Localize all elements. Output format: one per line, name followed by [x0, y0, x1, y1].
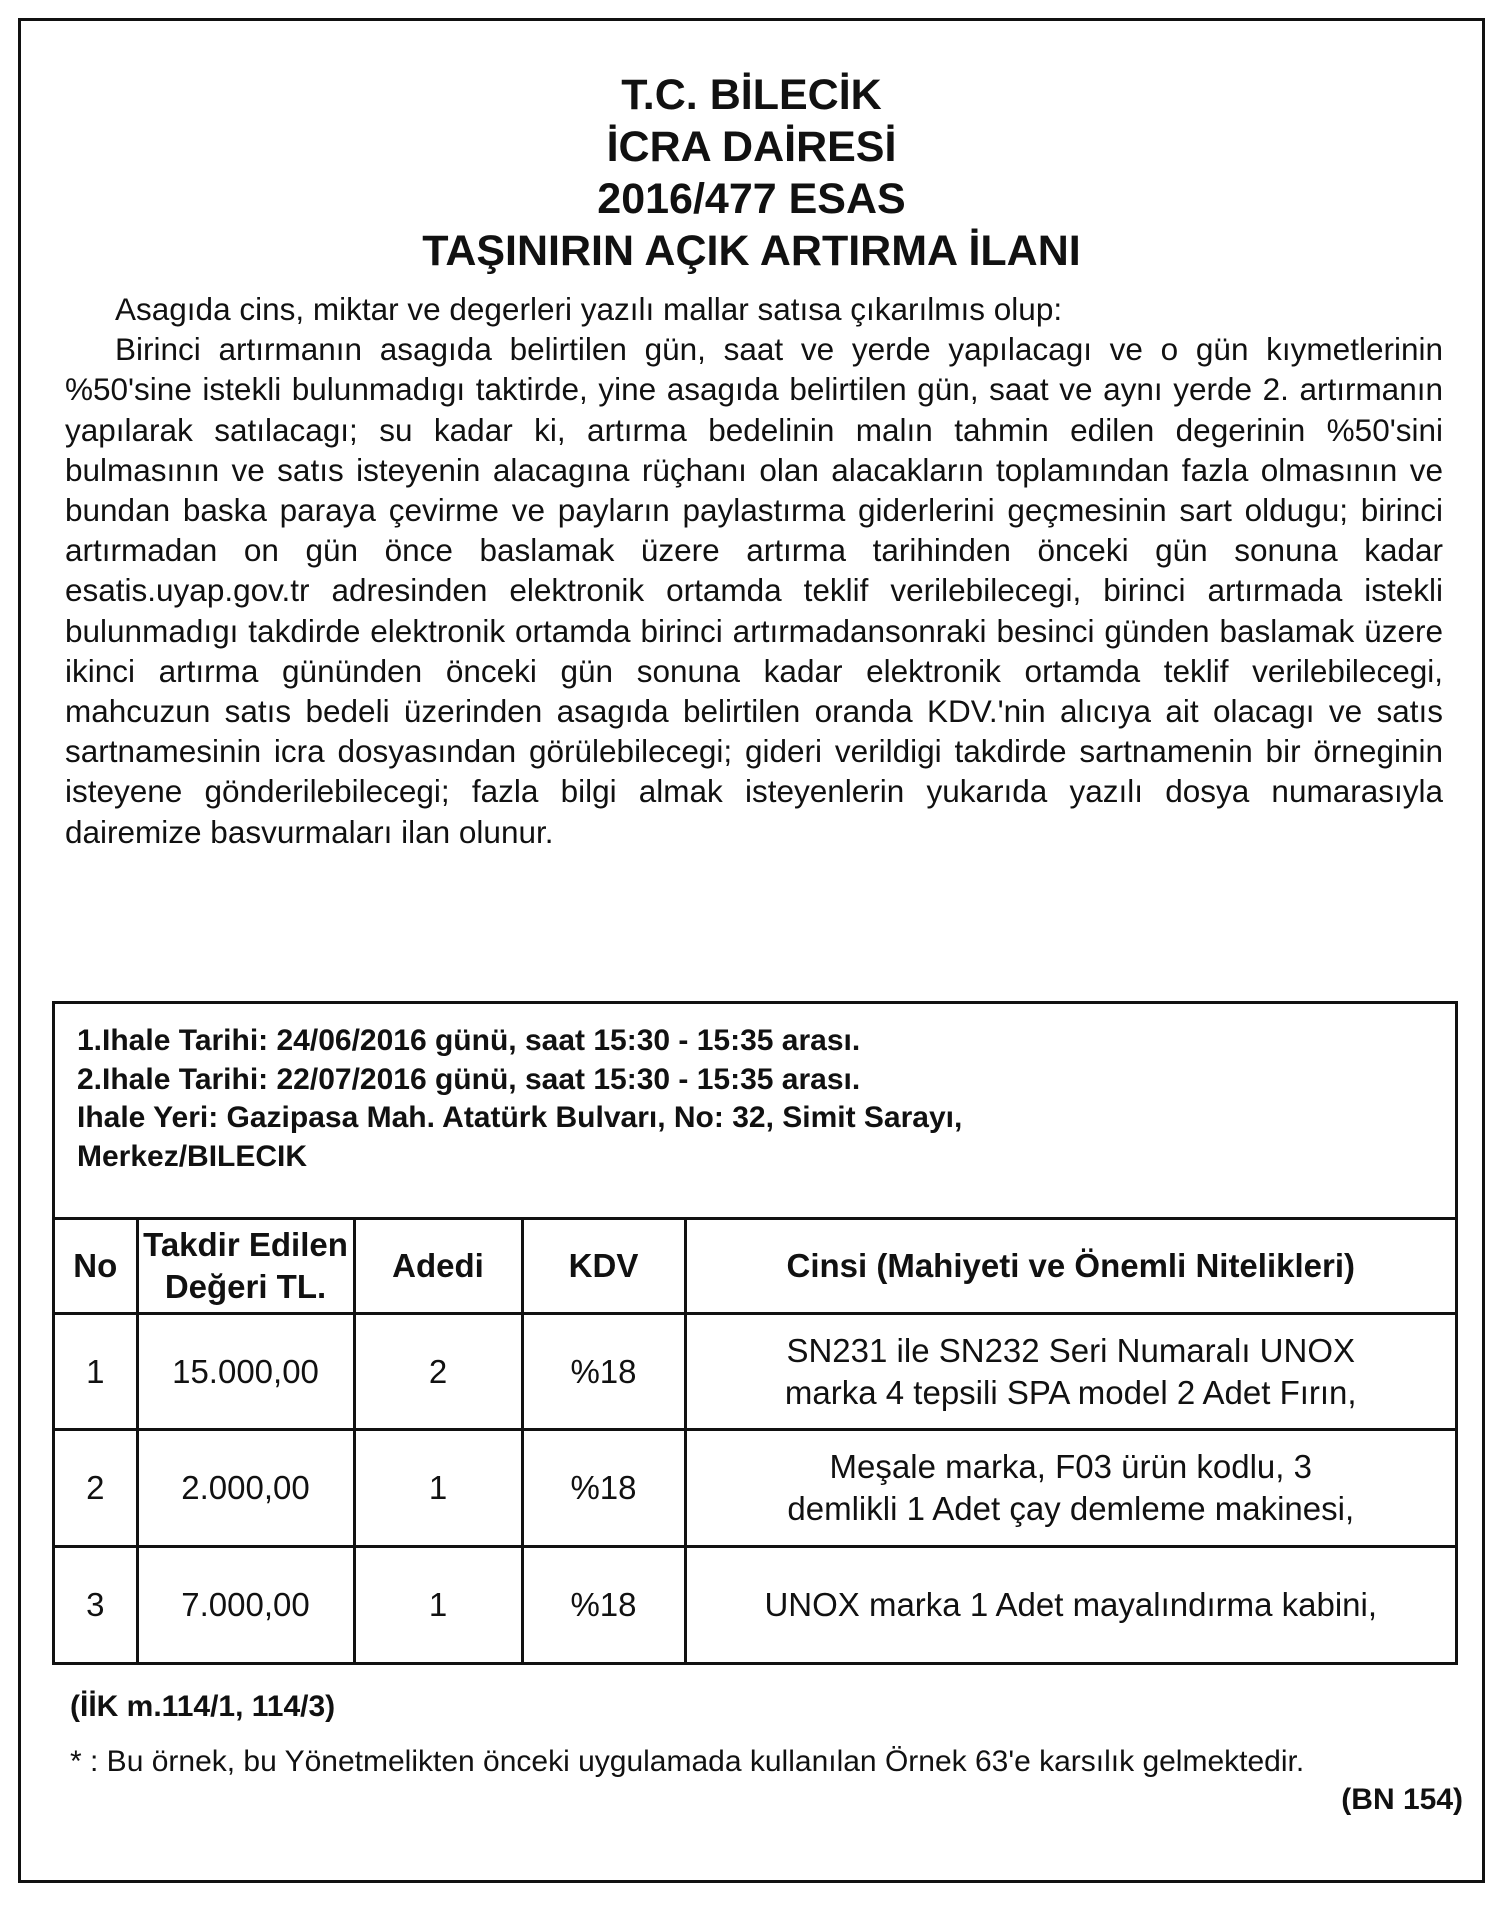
row-desc-line1: SN231 ile SN232 Seri Numaralı UNOX: [786, 1331, 1356, 1369]
second-auction-date: 2.Ihale Tarihi: 22/07/2016 günü, saat 15:30 - 15:35 arası.: [77, 1062, 861, 1096]
row-kdv: %18: [522, 1314, 685, 1430]
header-qty: Adedi: [354, 1219, 522, 1314]
row-desc-line1: Meşale marka, F03 ürün kodlu, 3: [829, 1448, 1312, 1485]
body-paragraph-terms: Birinci artırmanın asagıda belirtilen gün, saat ve yerde yapılacagı ve o gün kıymetlerinin %50'sine istekli bulunmadıgı taktirde, yine asagıda belirtilen gün, saat ve aynı yerde 2. artırmanın yapılarak satılacagı; su kadar ki, artırma bedelinin malın tahmin edilen degerinin %50'sini bulmasının ve satıs isteyenin alacagına rüçhanı olan alacakların toplamından fazla olmasının ve bundan baska paraya çevirme ve payların paylastırma giderlerini geçmesinin sart oldugu; birinci artırmadan on gün önce baslamak üzere artırma tarihinden önceki gün sonuna kadar esatis.uyap.gov.tr adresinden elektronik ortamda teklif verilebilecegi, birinci artırmada istekli bulunmadıgı takdirde elektronik ortamda birinci artırmadansonraki besinci günden baslamak üzere ikinci artırma gününden önceki gün sonuna kadar elektronik ortamda teklif verilebilecegi, mahcuzun satıs bedeli üzerinden asagıda belirtilen oranda KDV.'nin alıcıya ait olacagı ve satıs sartnamesinin icra dosyasından görülebilecegi; gideri verildigi takdirde sartnamenin bir örneginin isteyene gönderilebilecegi; fazla bilgi almak isteyenlerin yukarıda yazılı dosya numarasıyla dairemize basvurmaları ilan olunur.: [65, 331, 1443, 850]
row-qty: 1: [354, 1430, 522, 1547]
table-row: [55, 1430, 1455, 1547]
auction-details: [77, 1022, 962, 1176]
row-kdv: %18: [522, 1430, 685, 1547]
notice-title: TAŞINIRIN AÇIK ARTIRMA İLANI: [422, 227, 1081, 275]
row-value: 7.000,00: [137, 1547, 354, 1663]
body-paragraph-intro: Asagıda cins, miktar ve degerleri yazılı mallar satısa çıkarılmıs olup:: [115, 291, 1063, 327]
header-desc: Cinsi (Mahiyeti ve Önemli Nitelikleri): [685, 1219, 1455, 1314]
row-qty: 2: [354, 1314, 522, 1430]
row-value: 15.000,00: [137, 1314, 354, 1430]
row-desc-line2: marka 4 tepsili SPA model 2 Adet Fırın,: [784, 1373, 1357, 1411]
bn-number: (BN 154): [1341, 1783, 1463, 1816]
row-desc-line1: UNOX marka 1 Adet mayalındırma kabini,: [764, 1586, 1378, 1624]
table-row: [55, 1314, 1455, 1430]
header-value-line2: Değeri TL.: [164, 1268, 327, 1305]
footnote: * : Bu örnek, bu Yönetmelikten önceki uygulamada kullanılan Örnek 63'e karsılık gelmektedir.: [70, 1745, 1305, 1778]
header-kdv: KDV: [522, 1219, 685, 1314]
notice-header: [21, 69, 1482, 277]
header-no: No: [55, 1219, 137, 1314]
court-office: İCRA DAİRESİ: [606, 123, 897, 171]
row-desc: [685, 1547, 1455, 1663]
header-value: [137, 1219, 354, 1314]
row-qty: 1: [354, 1547, 522, 1663]
auction-place-city: Merkez/BILECIK: [77, 1139, 308, 1173]
court-city: T.C. BİLECİK: [621, 71, 882, 119]
row-no: 3: [55, 1547, 137, 1663]
notice-body: [65, 289, 1443, 852]
row-desc: [685, 1430, 1455, 1547]
case-number: 2016/477 ESAS: [597, 175, 906, 223]
row-kdv: %18: [522, 1547, 685, 1663]
auction-place: Ihale Yeri: Gazipasa Mah. Atatürk Bulvarı, No: 32, Simit Sarayı,: [77, 1101, 963, 1134]
legal-reference: (İİK m.114/1, 114/3): [70, 1690, 336, 1723]
auction-info-box: [52, 1001, 1458, 1665]
table-header-row: [55, 1219, 1455, 1314]
row-value: 2.000,00: [137, 1430, 354, 1547]
row-no: 2: [55, 1430, 137, 1547]
row-desc: [685, 1314, 1455, 1430]
first-auction-date: 1.Ihale Tarihi: 24/06/2016 günü, saat 15:30 - 15:35 arası.: [77, 1024, 861, 1057]
header-value-line1: Takdir Edilen: [143, 1226, 348, 1263]
items-table: [55, 1217, 1455, 1663]
table-row: [55, 1547, 1455, 1663]
row-no: 1: [55, 1314, 137, 1430]
row-desc-line2: demlikli 1 Adet çay demleme makinesi,: [787, 1490, 1355, 1527]
